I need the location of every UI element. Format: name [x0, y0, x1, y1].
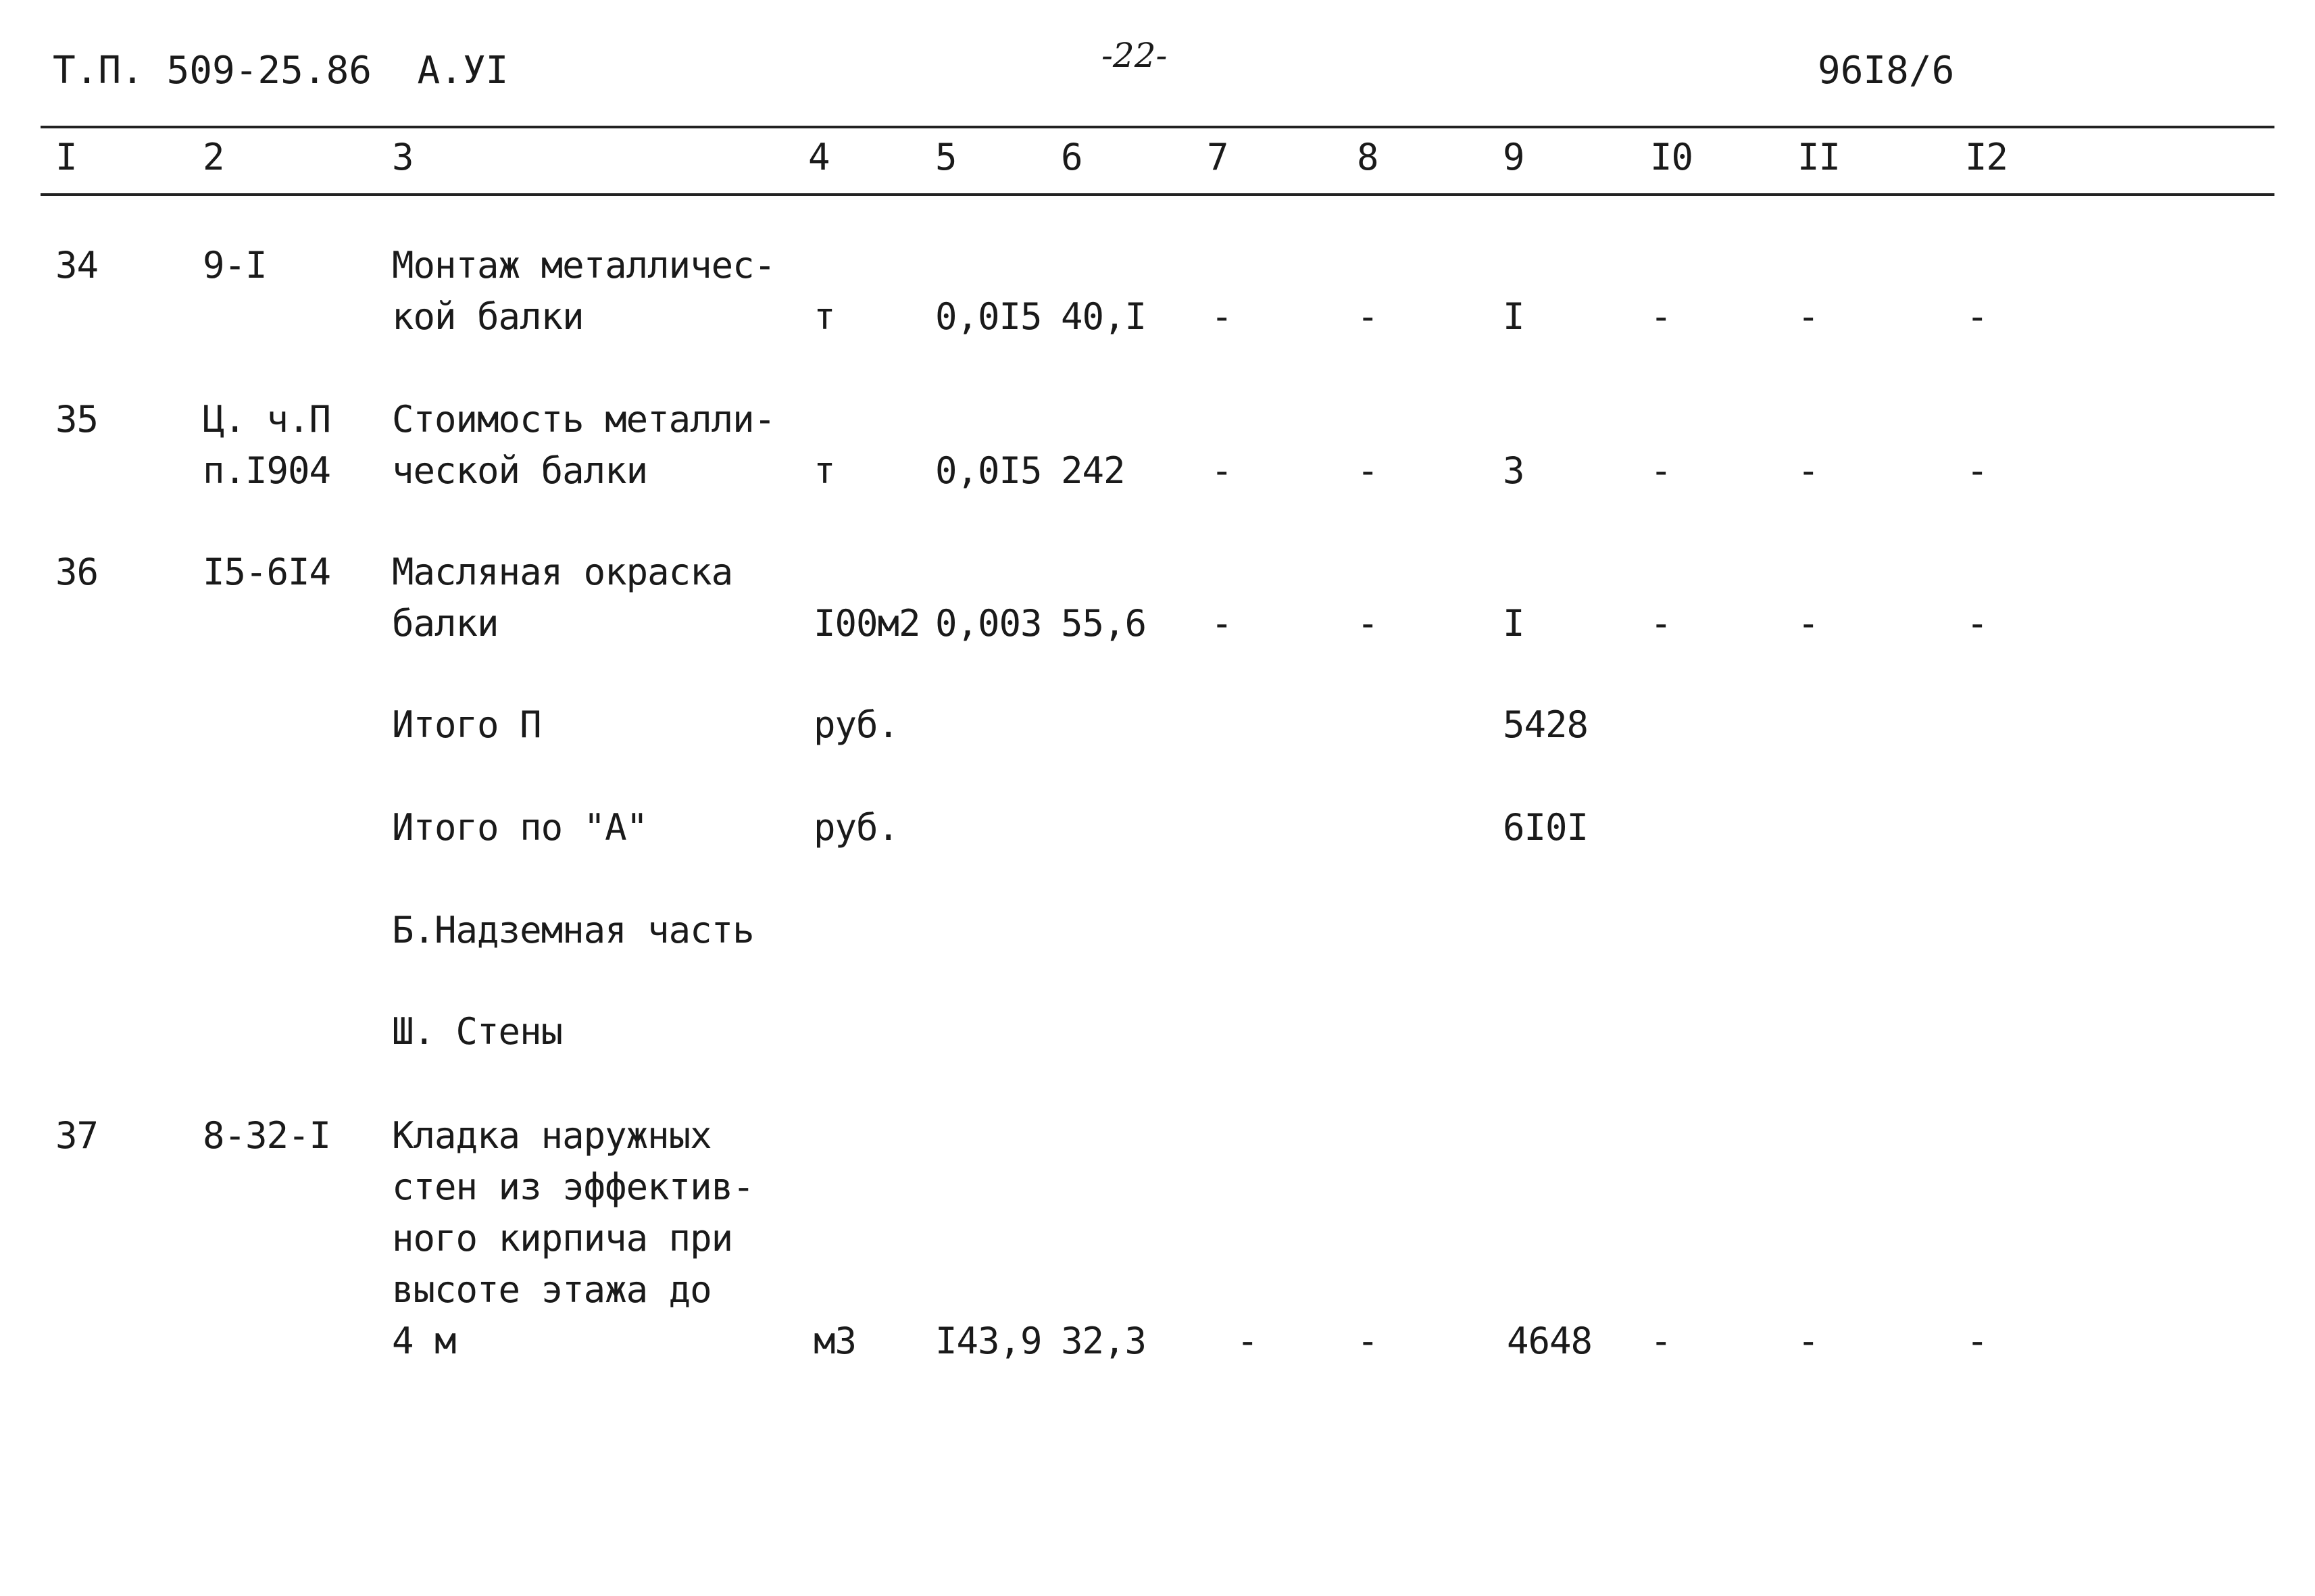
row-37-quantity: I43,9	[935, 1320, 1042, 1362]
row-34-col12: -	[1966, 295, 1988, 338]
column-number-2: 2	[203, 136, 224, 178]
row-34-col10: -	[1650, 295, 1672, 338]
row-35-number: 35	[55, 398, 99, 441]
doc-reference: Т.П. 509-25.86 А.УI	[53, 49, 509, 93]
row-36-name-line-1: Масляная окраска	[392, 551, 733, 593]
row-36-col10: -	[1650, 602, 1672, 645]
row-35-quantity: 0,0I5	[935, 449, 1042, 492]
row-36-col8: -	[1357, 602, 1378, 645]
row-34-col9: I	[1503, 295, 1524, 338]
row-34-col11: -	[1797, 295, 1819, 338]
column-number-11: II	[1797, 136, 1841, 178]
total-part-2-value: 5428	[1503, 703, 1589, 746]
column-number-10: I0	[1650, 136, 1693, 178]
row-34-quantity: 0,0I5	[935, 295, 1042, 338]
column-number-5: 5	[935, 136, 957, 178]
section-heading-part-b: Б.Надземная часть	[392, 909, 754, 951]
subsection-heading-walls: Ш. Стены	[392, 1010, 563, 1053]
row-35-name-line-2: ческой балки	[392, 449, 648, 492]
row-37-col10: -	[1650, 1320, 1672, 1362]
column-number-9: 9	[1503, 136, 1524, 178]
doc-code: 96I8/6	[1818, 49, 1955, 93]
total-a-unit: руб.	[814, 806, 899, 849]
row-35-col7: -	[1211, 449, 1233, 492]
row-36-quantity: 0,003	[935, 602, 1042, 645]
row-36-unit: I00м2	[814, 602, 920, 645]
row-36-code: I5-6I4	[203, 551, 331, 593]
row-36-col9: I	[1503, 602, 1524, 645]
row-37-number: 37	[55, 1114, 99, 1157]
column-number-3: 3	[392, 136, 414, 178]
row-34-name-line-2: кой балки	[392, 295, 584, 338]
column-number-4: 4	[808, 136, 830, 178]
row-35-code-line-1: Ц. ч.П	[203, 398, 331, 441]
column-number-6: 6	[1061, 136, 1082, 178]
row-34-unit: т	[814, 295, 835, 338]
row-37-name-line-1: Кладка наружных	[392, 1114, 712, 1157]
row-36-name-line-2: балки	[392, 602, 499, 645]
row-34-code: 9-I	[203, 244, 267, 286]
row-37-code: 8-32-I	[203, 1114, 331, 1157]
row-36-col11: -	[1797, 602, 1819, 645]
row-36-price: 55,6	[1061, 602, 1147, 645]
row-34-price: 40,I	[1061, 295, 1147, 338]
row-35-price: 242	[1061, 449, 1125, 492]
row-34-number: 34	[55, 244, 99, 286]
row-37-col7: -	[1237, 1320, 1258, 1362]
row-34-col8: -	[1357, 295, 1378, 338]
row-35-unit: т	[814, 449, 835, 492]
row-37-name-line-4: высоте этажа до	[392, 1268, 712, 1311]
row-35-code-line-2: п.I904	[203, 449, 331, 492]
column-number-8: 8	[1357, 136, 1378, 178]
row-37-unit: м3	[814, 1320, 857, 1362]
row-37-name-line-2: стен из эффектив-	[392, 1166, 754, 1208]
row-37-col12: -	[1966, 1320, 1988, 1362]
column-number-12: I2	[1965, 136, 2008, 178]
row-35-col12: -	[1966, 449, 1988, 492]
row-37-name-line-5: 4 м	[392, 1320, 456, 1362]
column-number-1: I	[55, 136, 77, 178]
row-35-name-line-1: Стоимость металли-	[392, 398, 776, 441]
header-rule-top	[41, 126, 2274, 128]
page-number: -22-	[1101, 36, 1168, 75]
row-36-number: 36	[55, 551, 99, 593]
row-37-price: 32,3	[1061, 1320, 1147, 1362]
row-37-col9: 4648	[1507, 1320, 1593, 1362]
row-35-col9: 3	[1503, 449, 1524, 492]
row-37-name-line-3: ного кирпича при	[392, 1217, 733, 1260]
total-a-value: 6I0I	[1503, 806, 1589, 849]
total-part-2-unit: руб.	[814, 703, 899, 746]
column-number-7: 7	[1207, 136, 1228, 178]
row-35-col8: -	[1357, 449, 1378, 492]
total-a-label: Итого по "А"	[392, 806, 648, 849]
row-37-col8: -	[1357, 1320, 1378, 1362]
row-36-col7: -	[1211, 602, 1233, 645]
total-part-2-label: Итого П	[392, 703, 541, 746]
row-35-col10: -	[1650, 449, 1672, 492]
row-34-name-line-1: Монтаж металличес-	[392, 244, 776, 286]
row-34-col7: -	[1211, 295, 1233, 338]
row-35-col11: -	[1797, 449, 1819, 492]
row-37-col11: -	[1797, 1320, 1819, 1362]
header-rule-bottom	[41, 193, 2274, 196]
row-36-col12: -	[1966, 602, 1988, 645]
